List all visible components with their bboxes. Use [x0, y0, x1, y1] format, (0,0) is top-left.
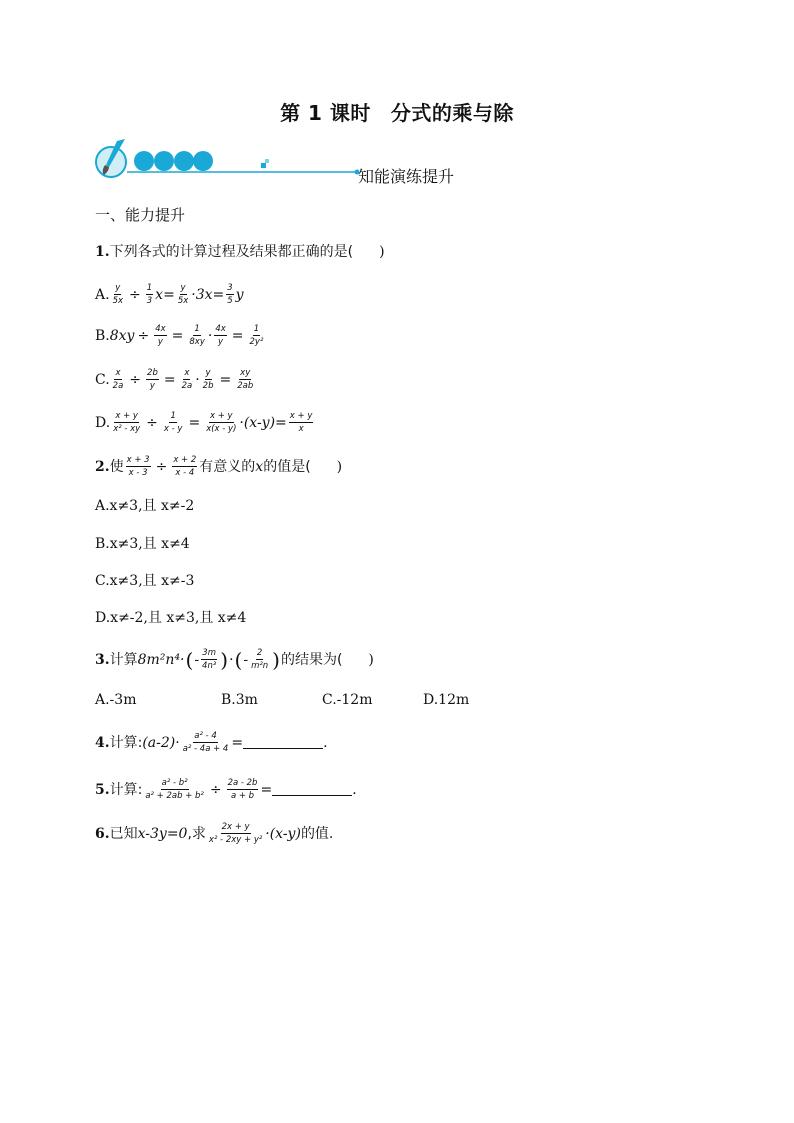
answer-blank-5[interactable] [272, 783, 352, 796]
question-5: 5. 计算: $\frac{\text{a² - b²}}{\text{a² + 2ab + b²}}$ ÷ $\frac{2a - 2b}{a + b}$ = . [95, 778, 357, 801]
q3-options [95, 690, 469, 710]
q3-option-a: A.-3m [95, 692, 137, 708]
page-title: 第 1 课时 分式的乘与除 [280, 101, 514, 125]
brush-icon [96, 139, 126, 177]
question-1: 1. 下列各式的计算过程及结果都正确的是( ) [95, 244, 385, 260]
q2-option-a: A.x≠3,且 x≠-2 [95, 498, 195, 514]
q1-option-a: A. $\frac{y}{5x}$ ÷ $\frac{1}{3}$ x= $\frac{y}{5x}$ ·3x= $\frac{3}{5}$ y [95, 283, 244, 306]
question-6: 6. 已知 x-3y=0 ,求 $\frac{2x + y}{\text{x² - 2xy + y²}}$ ·(x-y) 的值. [95, 822, 334, 845]
q2-option-c: C.x≠3,且 x≠-3 [95, 573, 195, 589]
q1-option-d: D. $\frac{x + y}{\text{x² - xy}}$ ÷ $\frac{1}{x - y}$ = $\frac{x + y}{x(x - y)}$ ·(x-y)= $\frac{x + y}{x}$ [95, 411, 313, 434]
banner-label: 知能演练提升 [358, 167, 455, 186]
q3-option-c: C.-12m [322, 692, 373, 708]
answer-blank-4[interactable] [243, 736, 323, 749]
question-3: 3. 计算 8m²n⁴· ( - $\frac{3m}{\text{4n³}}$ ) · ( - $\frac{2}{\text{m²n}}$ ) 的结果为( ) [95, 647, 374, 672]
section-heading: 一、能力提升 [95, 206, 186, 224]
q1-option-b: B. 8xy ÷ $\frac{4x}{y}$ = $\frac{1}{8xy}$ · $\frac{4x}{y}$ = $\frac{1}{\text{2y²}}$ [95, 324, 264, 347]
q3-option-b: B.3m [221, 692, 258, 708]
question-4: 4. 计算: (a-2)· $\frac{\text{a² - 4}}{\text{a² - 4a + 4}}$ = . [95, 731, 328, 754]
q2-option-d: D.x≠-2,且 x≠3,且 x≠4 [95, 610, 247, 626]
q2-option-b: B.x≠3,且 x≠4 [95, 536, 190, 552]
question-2: 2. 使 $\frac{x + 3}{x - 3}$ ÷ $\frac{x + 2}{x - 4}$ 有意义的 x 的值是( ) [95, 455, 343, 478]
q3-option-d: D.12m [423, 692, 470, 708]
q1-option-c: C. $\frac{x}{2a}$ ÷ $\frac{2b}{y}$ = $\frac{x}{2a}$ · $\frac{y}{2b}$ = $\frac{xy}{2ab}$ [95, 368, 254, 391]
